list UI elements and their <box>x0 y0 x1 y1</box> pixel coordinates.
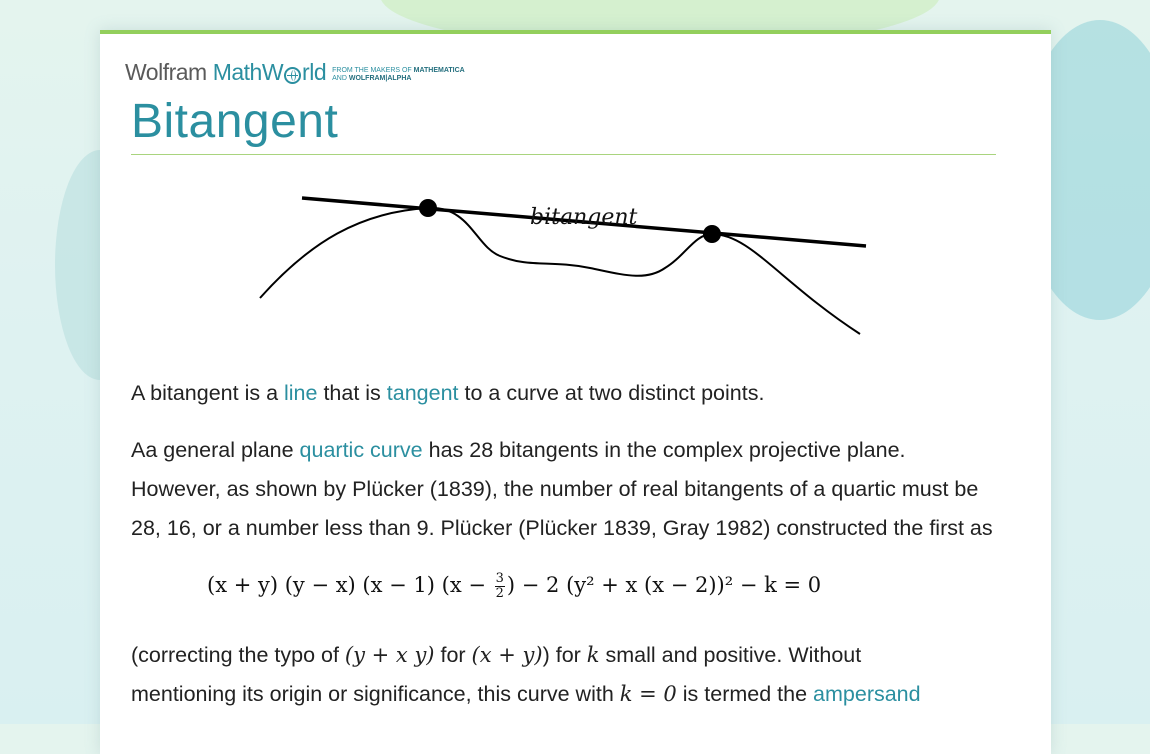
title-divider <box>131 154 996 155</box>
fraction: $\frac{3}{2}$ <box>495 571 504 601</box>
paragraph-quartic: Aa general plane quartic curve has 28 bitangents in the complex projective plane. However, as shown by Plücker (1839), the number of real bitangents of a quartic must be 28, 16, or a number less than 9. Plücker (Plücker 1839, Gray 1982) constructed the first as <box>131 438 993 540</box>
bitangent-figure <box>250 172 870 342</box>
link-line[interactable]: line <box>284 381 318 405</box>
paragraph-typo: (correcting the typo of (y + x y) for (x + y)) for k small and positive. Without mentioning its origin or significance, this curve with k = 0 is termed the ampersand <box>131 643 921 706</box>
article-card <box>100 30 1051 754</box>
tangent-point-1 <box>419 199 437 217</box>
link-quartic-curve[interactable]: quartic curve <box>299 438 423 462</box>
link-tangent[interactable]: tangent <box>386 381 459 405</box>
figure-label: bitangent <box>530 205 638 230</box>
link-ampersand[interactable]: ampersand <box>813 682 921 706</box>
tangent-point-2 <box>703 225 721 243</box>
article-body <box>131 374 1001 732</box>
logo-wolfram-text: Wolfram <box>125 59 207 85</box>
page-title: Bitangent <box>131 95 339 148</box>
paragraph-definition: A bitangent is a line that is tangent to a curve at two distinct points. <box>131 381 765 405</box>
logo-mathworld-text: MathW rld <box>212 59 327 85</box>
site-logo[interactable] <box>125 60 465 86</box>
logo-tagline: FROM THE MAKERS OF MATHEMATICA AND WOLFRAM|ALPHA <box>332 67 465 82</box>
globe-icon <box>284 67 301 84</box>
equation: (x + y) (y − x) (x − 1) (x − $\frac{3}{2}$ ) − 2 (y² + x (x − 2))² − k = 0 <box>207 571 822 601</box>
